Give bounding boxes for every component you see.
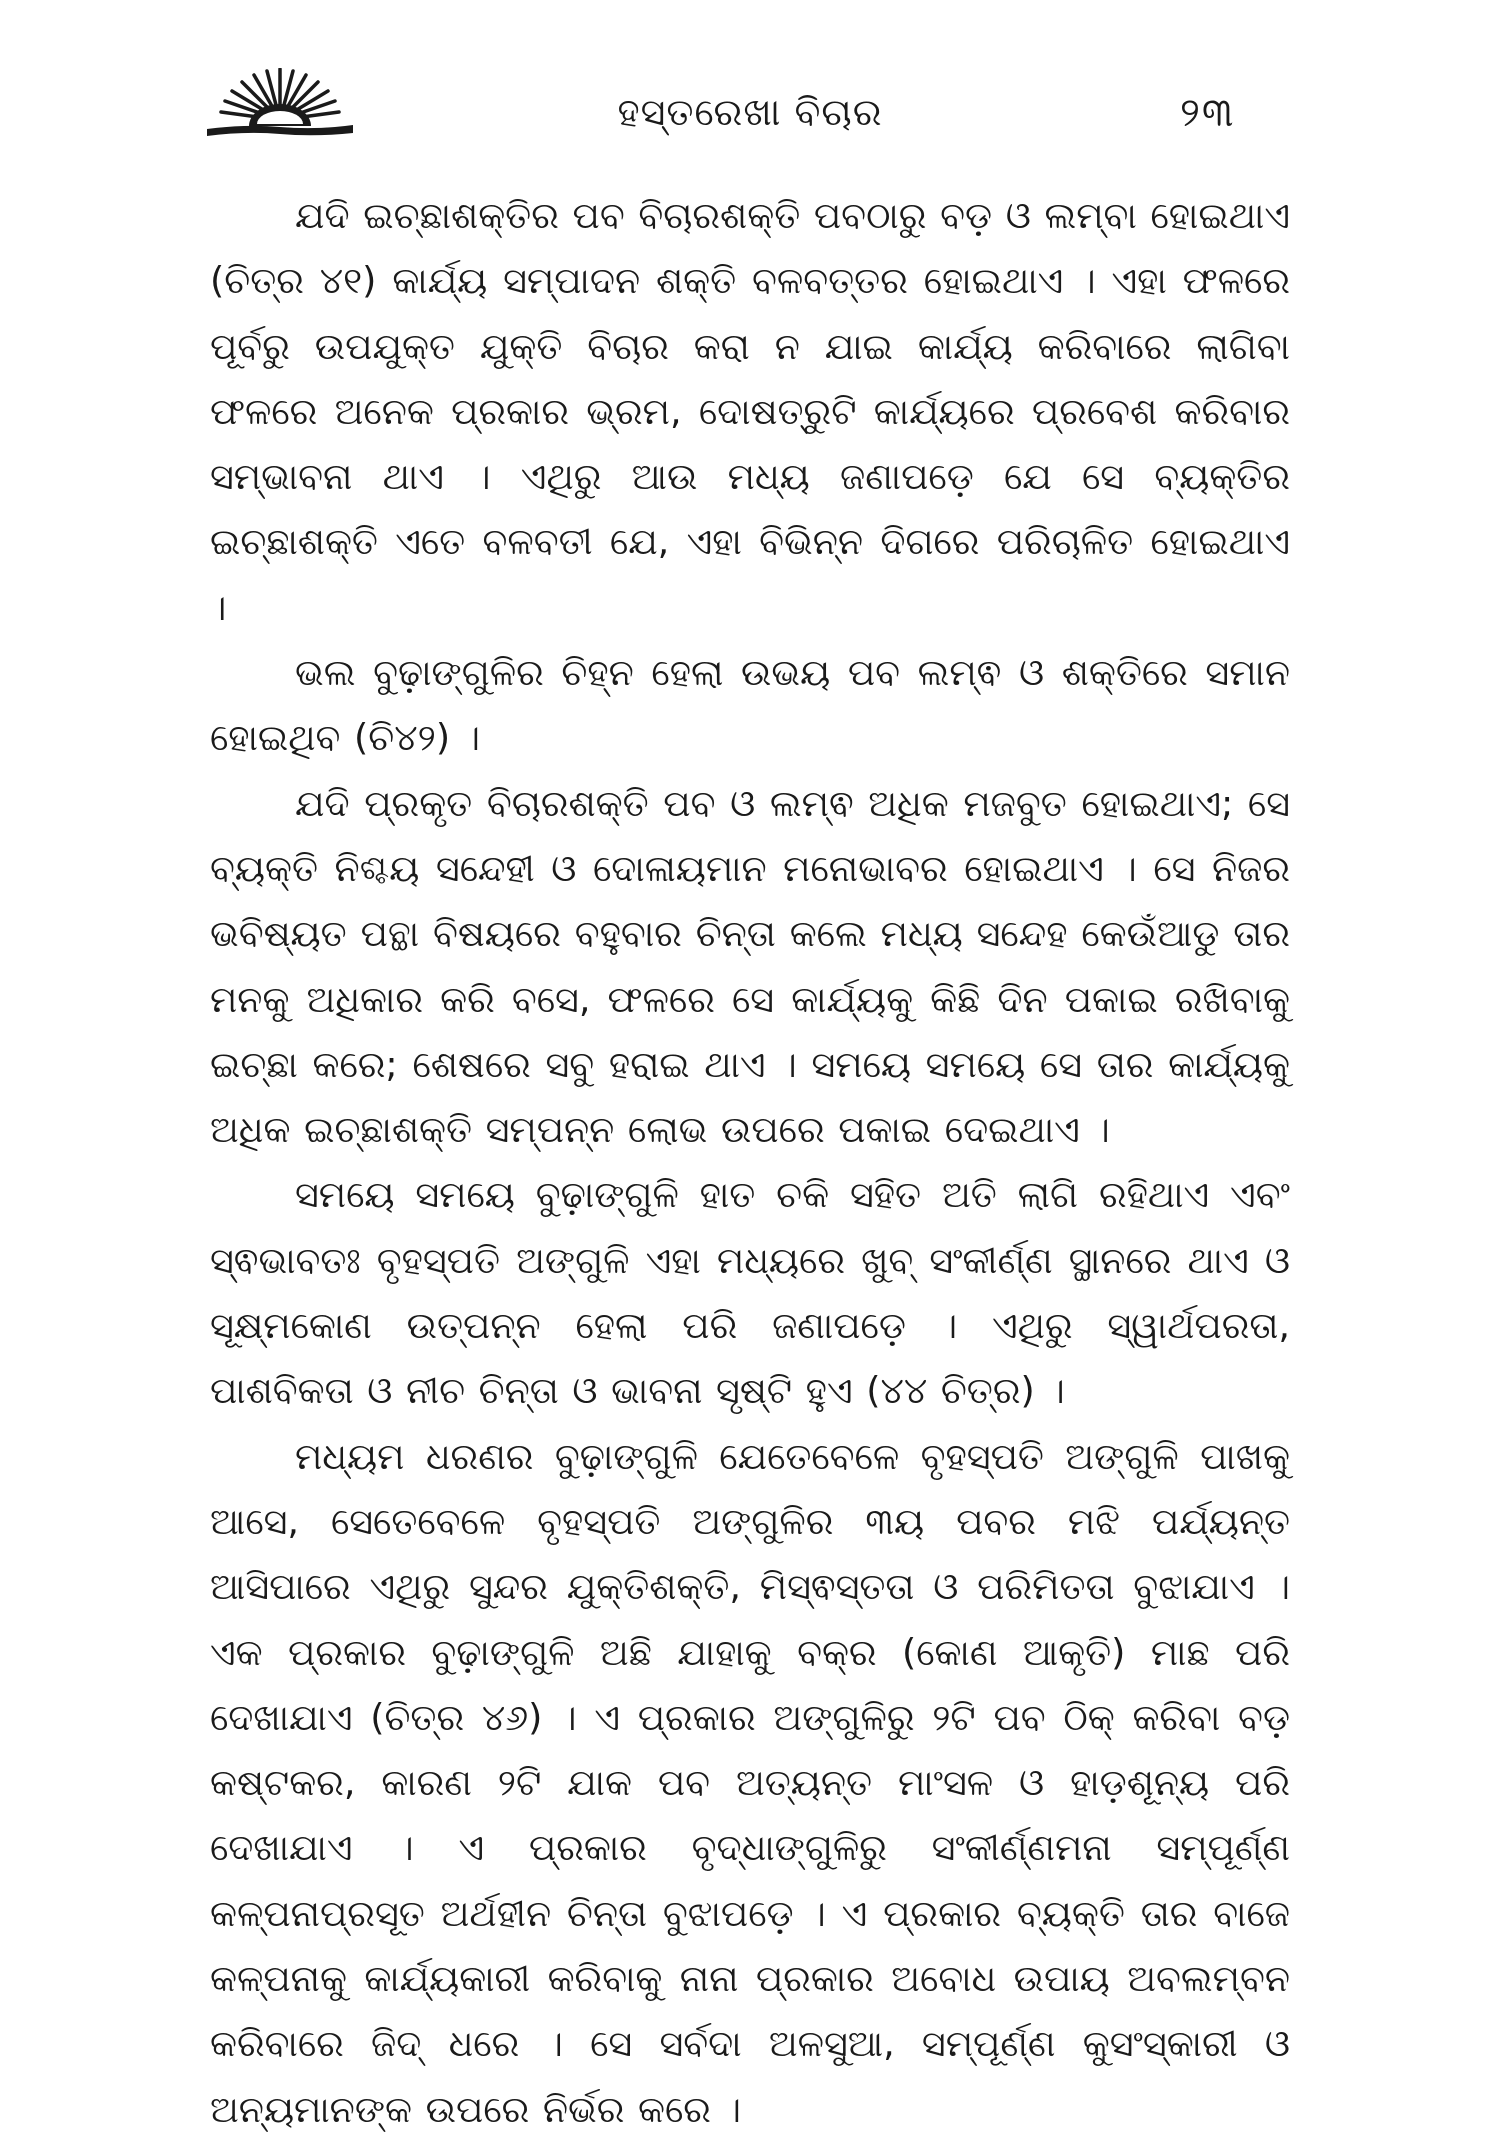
body-text — [210, 183, 1290, 2142]
page-header — [0, 0, 1500, 150]
page-number: ୨୩ — [1180, 90, 1236, 136]
paragraph: ମଧ୍ୟମ ଧରଣର ବୁଢ଼ାଙ୍ଗୁଳି ଯେତେବେଳେ ବୃହସ୍ପତି ଅଙ୍ଗୁଳି ପାଖକୁ ଆସେ, ସେତେବେଳେ ବୃହସ୍ପତି ଅଙ୍ଗୁଳିର ୩ୟ ପବର ମଝି ପର୍ଯ୍ୟନ୍ତ ଆସିପାରେ ଏଥିରୁ ସୁନ୍ଦର ଯୁକ୍ତିଶକ୍ତି, ମିସ୍ଵସ୍ତତା ଓ ପରିମିତତା ବୁଝାଯାଏ । ଏକ ପ୍ରକାର ବୁଢ଼ାଙ୍ଗୁଳି ଅଛି ଯାହାକୁ ବକ୍ର (କୋଣ ଆକୃତି) ମାଛ ପରି ଦେଖାଯାଏ (ଚିତ୍ର ୪୬) । ଏ ପ୍ରକାର ଅଙ୍ଗୁଳିରୁ ୨ଟି ପବ ଠିକ୍ କରିବା ବଡ଼ କଷ୍ଟକର, କାରଣ ୨ଟି ଯାକ ପବ ଅତ୍ୟନ୍ତ ମାଂସଳ ଓ ହାଡ଼ଶୂନ୍ୟ ପରି ଦେଖାଯାଏ । ଏ ପ୍ରକାର ବୃଦ୍ଧାଙ୍ଗୁଳିରୁ ସଂକୀର୍ଣ୍ଣମନା ସମ୍ପୂର୍ଣ୍ଣ କଳ୍ପନାପ୍ରସୂତ ଅର୍ଥହୀନ ଚିନ୍ତା ବୁଝାପଡ଼େ । ଏ ପ୍ରକାର ବ୍ୟକ୍ତି ତାର ବାଜେ କଳ୍ପନାକୁ କାର୍ଯ୍ୟକାରୀ କରିବାକୁ ନାନା ପ୍ରକାର ଅବୋଧ ଉପାୟ ଅବଲମ୍ବନ କରିବାରେ ଜିଦ୍ ଧରେ । ସେ ସର୍ବଦା ଅଳସୁଆ, ସମ୍ପୂର୍ଣ୍ଣ କୁସଂସ୍କାରୀ ଓ ଅନ୍ୟମାନଙ୍କ ଉପରେ ନିର୍ଭର କରେ । — [210, 1434, 1290, 2131]
paragraph: ଯଦି ଇଚ୍ଛାଶକ୍ତିର ପବ ବିଚାରଶକ୍ତି ପବଠାରୁ ବଡ଼ ଓ ଲମ୍ବା ହୋଇଥାଏ (ଚିତ୍ର ୪୧) କାର୍ଯ୍ୟ ସମ୍ପାଦନ ଶକ୍ତି ବଳବତ୍ତର ହୋଇଥାଏ । ଏହା ଫଳରେ ପୂର୍ବରୁ ଉପଯୁକ୍ତ ଯୁକ୍ତି ବିଚାର କରା ନ ଯାଇ କାର୍ଯ୍ୟ କରିବାରେ ଲାଗିବା ଫଳରେ ଅନେକ ପ୍ରକାର ଭ୍ରମ, ଦୋଷତ୍ରୁଟି କାର୍ଯ୍ୟରେ ପ୍ରବେଶ କରିବାର ସମ୍ଭାବନା ଥାଏ । ଏଥିରୁ ଆଉ ମଧ୍ୟ ଜଣାପଡ଼େ ଯେ ସେ ବ୍ୟକ୍ତିର ଇଚ୍ଛାଶକ୍ତି ଏତେ ବଳବତୀ ଯେ, ଏହା ବିଭିନ୍ନ ଦିଗରେ ପରିଚାଳିତ ହୋଇଥାଏ । — [210, 194, 1290, 629]
paragraph: ସମୟେ ସମୟେ ବୁଢ଼ାଙ୍ଗୁଳି ହାତ ଚକି ସହିତ ଅତି ଲାଗି ରହିଥାଏ ଏବଂ ସ୍ଵଭାବତଃ ବୃହସ୍ପତି ଅଙ୍ଗୁଳି ଏହା ମଧ୍ୟରେ ଖୁବ୍ ସଂକୀର୍ଣ୍ଣ ସ୍ଥାନରେ ଥାଏ ଓ ସୂକ୍ଷ୍ମକୋଣ ଉତ୍ପନ୍ନ ହେଲା ପରି ଜଣାପଡ଼େ । ଏଥିରୁ ସ୍ୱାର୍ଥପରତା, ପାଶବିକତା ଓ ନୀଚ ଚିନ୍ତା ଓ ଭାବନା ସୃଷ୍ଟି ହୁଏ (୪୪ ଚିତ୍ର) । — [210, 1173, 1290, 1413]
running-title: ହସ୍ତରେଖା ବିଚାର — [617, 90, 883, 134]
paragraph: ଯଦି ପ୍ରକୃତ ବିଚାରଶକ୍ତି ପବ ଓ ଲମ୍ଵ ଅଧିକ ମଜବୁତ ହୋଇଥାଏ; ସେ ବ୍ୟକ୍ତି ନିଶ୍ଚୟ ସନ୍ଦେହୀ ଓ ଦୋଳାୟମାନ ମନୋଭାବର ହୋଇଥାଏ । ସେ ନିଜର ଭବିଷ୍ୟତ ପନ୍ଥା ବିଷୟରେ ବହୁବାର ଚିନ୍ତା କଲେ ମଧ୍ୟ ସନ୍ଦେହ କେଉଁଆଡୁ ତାର ମନକୁ ଅଧିକାର କରି ବସେ, ଫଳରେ ସେ କାର୍ଯ୍ୟକୁ କିଛି ଦିନ ପକାଇ ରଖିବାକୁ ଇଚ୍ଛା କରେ; ଶେଷରେ ସବୁ ହରାଇ ଥାଏ । ସମୟେ ସମୟେ ସେ ତାର କାର୍ଯ୍ୟକୁ ଅଧିକ ଇଚ୍ଛାଶକ୍ତି ସମ୍ପନ୍ନ ଲୋଭ ଉପରେ ପକାଇ ଦେଇଥାଏ । — [210, 781, 1290, 1152]
paragraph: ଭଲ ବୁଢ଼ାଙ୍ଗୁଳିର ଚିହ୍ନ ହେଲା ଉଭୟ ପବ ଲମ୍ଵ ଓ ଶକ୍ତିରେ ସମାନ ହୋଇଥିବ (ଚି୪୨) । — [210, 651, 1290, 760]
